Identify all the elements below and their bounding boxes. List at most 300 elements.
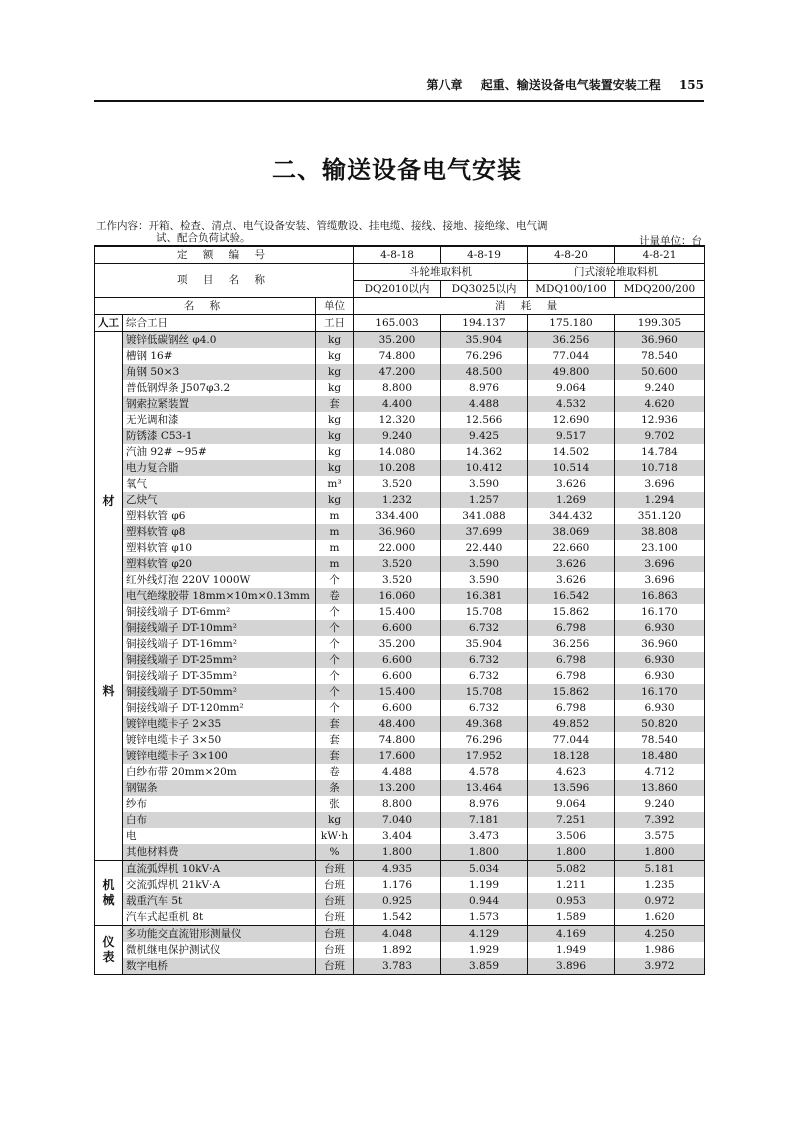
instrument-name: 多功能交直流钳形测量仪 <box>123 926 316 943</box>
material-value: 47.200 <box>354 364 441 380</box>
material-value: 14.362 <box>441 444 528 460</box>
material-name: 镀锌电缆卡子 3×50 <box>123 732 316 748</box>
material-name: 铜接线端子 DT-120mm² <box>123 700 316 716</box>
quota-code: 4-8-18 <box>354 246 441 264</box>
instrument-row <box>95 942 705 958</box>
material-value: 35.904 <box>441 332 528 349</box>
material-name: 电力复合脂 <box>123 460 316 476</box>
material-value: 13.860 <box>615 780 705 796</box>
material-name: 无光调和漆 <box>123 412 316 428</box>
material-unit: kg <box>316 812 354 828</box>
material-value: 10.718 <box>615 460 705 476</box>
quota-table <box>94 245 705 975</box>
machinery-category <box>95 861 123 926</box>
quota-code: 4-8-19 <box>441 246 528 264</box>
material-name: 白布 <box>123 812 316 828</box>
material-value: 3.473 <box>441 828 528 844</box>
material-value: 1.232 <box>354 492 441 508</box>
quota-code: 4-8-20 <box>528 246 615 264</box>
material-unit: kW·h <box>316 828 354 844</box>
material-value: 9.240 <box>615 796 705 812</box>
material-row <box>95 332 705 349</box>
material-value: 1.800 <box>441 844 528 861</box>
subtype-label: DQ2010以内 <box>354 281 441 298</box>
machinery-row <box>95 909 705 926</box>
material-value: 6.732 <box>441 668 528 684</box>
labor-name: 综合工日 <box>123 315 316 332</box>
material-value: 6.930 <box>615 620 705 636</box>
material-value: 6.798 <box>528 652 615 668</box>
material-unit: kg <box>316 444 354 460</box>
material-value: 49.800 <box>528 364 615 380</box>
material-name: 钢锯条 <box>123 780 316 796</box>
material-value: 76.296 <box>441 348 528 364</box>
material-row <box>95 684 705 700</box>
material-value: 9.240 <box>615 380 705 396</box>
material-value: 6.600 <box>354 700 441 716</box>
machinery-value: 0.944 <box>441 893 528 909</box>
work-content-line-2: 试、配合负荷试验。 <box>156 232 251 244</box>
material-value: 3.696 <box>615 556 705 572</box>
machinery-value: 1.211 <box>528 877 615 893</box>
material-value: 4.620 <box>615 396 705 412</box>
material-unit: m <box>316 540 354 556</box>
material-value: 8.976 <box>441 796 528 812</box>
material-name: 电气绝缘胶带 18mm×10m×0.13mm <box>123 588 316 604</box>
material-value: 8.976 <box>441 380 528 396</box>
instrument-value: 3.972 <box>615 958 705 975</box>
material-value: 22.440 <box>441 540 528 556</box>
material-row <box>95 524 705 540</box>
machinery-value: 1.176 <box>354 877 441 893</box>
machinery-row <box>95 877 705 893</box>
material-name: 铜接线端子 DT-16mm² <box>123 636 316 652</box>
work-content-line-1: 工作内容：开箱、检查、清点、电气设备安装、管缆敷设、挂电缆、接线、接地、接绝缘、电气调 <box>96 220 548 232</box>
material-value: 6.732 <box>441 700 528 716</box>
material-value: 36.960 <box>615 332 705 349</box>
running-header <box>94 76 704 94</box>
material-row <box>95 636 705 652</box>
material-value: 50.820 <box>615 716 705 732</box>
material-value: 6.798 <box>528 700 615 716</box>
material-value: 9.517 <box>528 428 615 444</box>
material-value: 14.502 <box>528 444 615 460</box>
material-unit: 个 <box>316 636 354 652</box>
material-value: 1.269 <box>528 492 615 508</box>
material-value: 15.708 <box>441 684 528 700</box>
material-value: 3.506 <box>528 828 615 844</box>
material-value: 3.626 <box>528 476 615 492</box>
material-value: 3.626 <box>528 556 615 572</box>
material-row <box>95 508 705 524</box>
material-row <box>95 572 705 588</box>
material-value: 13.464 <box>441 780 528 796</box>
material-row <box>95 748 705 764</box>
material-unit: kg <box>316 460 354 476</box>
instrument-value: 4.169 <box>528 926 615 943</box>
material-value: 3.520 <box>354 556 441 572</box>
material-value: 6.600 <box>354 668 441 684</box>
material-value: 16.381 <box>441 588 528 604</box>
material-category-char: 材 <box>102 493 115 508</box>
subtype-label: MDQ200/200 <box>615 281 705 298</box>
machinery-value: 0.953 <box>528 893 615 909</box>
material-unit: 套 <box>316 732 354 748</box>
header-rule <box>94 100 704 102</box>
material-value: 37.699 <box>441 524 528 540</box>
unit-header: 单位 <box>316 298 354 315</box>
material-row <box>95 444 705 460</box>
material-value: 6.600 <box>354 652 441 668</box>
material-row <box>95 620 705 636</box>
material-value: 49.368 <box>441 716 528 732</box>
material-row <box>95 796 705 812</box>
material-unit: 张 <box>316 796 354 812</box>
group-row <box>95 264 705 281</box>
instrument-value: 1.929 <box>441 942 528 958</box>
instrument-category <box>95 926 123 975</box>
material-value: 78.540 <box>615 732 705 748</box>
instrument-category-char: 仪表 <box>102 935 115 964</box>
material-row <box>95 732 705 748</box>
material-value: 4.578 <box>441 764 528 780</box>
instrument-value: 1.986 <box>615 942 705 958</box>
material-value: 15.862 <box>528 684 615 700</box>
machinery-value: 5.082 <box>528 861 615 878</box>
material-value: 4.400 <box>354 396 441 412</box>
material-value: 13.596 <box>528 780 615 796</box>
material-value: 4.488 <box>354 764 441 780</box>
material-value: 12.320 <box>354 412 441 428</box>
material-value: 38.069 <box>528 524 615 540</box>
consumption-header: 消 耗 量 <box>354 298 705 315</box>
material-value: 22.000 <box>354 540 441 556</box>
section-title: 二、输送设备电气安装 <box>272 156 522 184</box>
instrument-value: 3.783 <box>354 958 441 975</box>
material-value: 16.170 <box>615 604 705 620</box>
material-unit: 个 <box>316 652 354 668</box>
material-row <box>95 668 705 684</box>
machinery-value: 1.620 <box>615 909 705 926</box>
material-value: 7.181 <box>441 812 528 828</box>
material-value: 14.784 <box>615 444 705 460</box>
material-value: 3.404 <box>354 828 441 844</box>
material-row <box>95 588 705 604</box>
material-value: 3.590 <box>441 476 528 492</box>
material-name: 塑料软管 φ10 <box>123 540 316 556</box>
labor-value: 194.137 <box>441 315 528 332</box>
material-name: 铜接线端子 DT-6mm² <box>123 604 316 620</box>
machinery-value: 4.935 <box>354 861 441 878</box>
material-name: 乙炔气 <box>123 492 316 508</box>
material-value: 7.040 <box>354 812 441 828</box>
material-value: 9.064 <box>528 796 615 812</box>
chapter-number: 第八章 <box>426 78 463 92</box>
material-value: 6.732 <box>441 620 528 636</box>
machinery-value: 1.589 <box>528 909 615 926</box>
material-name: 铜接线端子 DT-25mm² <box>123 652 316 668</box>
instrument-row <box>95 926 705 943</box>
material-row <box>95 764 705 780</box>
material-name: 塑料软管 φ8 <box>123 524 316 540</box>
material-value: 50.600 <box>615 364 705 380</box>
material-unit: 卷 <box>316 764 354 780</box>
instrument-unit: 台班 <box>316 942 354 958</box>
instrument-value: 4.129 <box>441 926 528 943</box>
material-value: 3.575 <box>615 828 705 844</box>
quota-code-row <box>95 246 705 264</box>
material-value: 49.852 <box>528 716 615 732</box>
material-row <box>95 652 705 668</box>
machinery-row <box>95 893 705 909</box>
instrument-value: 1.949 <box>528 942 615 958</box>
instrument-value: 4.250 <box>615 926 705 943</box>
material-value: 6.930 <box>615 652 705 668</box>
material-row <box>95 812 705 828</box>
material-value: 35.904 <box>441 636 528 652</box>
machinery-value: 0.925 <box>354 893 441 909</box>
material-value: 6.930 <box>615 668 705 684</box>
material-value: 15.708 <box>441 604 528 620</box>
machinery-name: 直流弧焊机 10kV·A <box>123 861 316 878</box>
instrument-unit: 台班 <box>316 958 354 975</box>
material-value: 74.800 <box>354 732 441 748</box>
machinery-value: 1.542 <box>354 909 441 926</box>
machinery-category-char: 机械 <box>102 878 115 907</box>
material-value: 16.060 <box>354 588 441 604</box>
material-value: 3.590 <box>441 556 528 572</box>
material-unit: 个 <box>316 620 354 636</box>
material-value: 7.251 <box>528 812 615 828</box>
material-unit: 个 <box>316 572 354 588</box>
material-value: 6.798 <box>528 668 615 684</box>
material-value: 4.488 <box>441 396 528 412</box>
material-value: 77.044 <box>528 732 615 748</box>
material-value: 1.800 <box>354 844 441 861</box>
material-value: 16.542 <box>528 588 615 604</box>
material-value: 22.660 <box>528 540 615 556</box>
material-name: 汽油 92# ~95# <box>123 444 316 460</box>
group-a-label: 斗轮堆取料机 <box>354 264 528 281</box>
material-value: 334.400 <box>354 508 441 524</box>
material-value: 3.590 <box>441 572 528 588</box>
unit-note: 计量单位：台 <box>639 235 702 247</box>
material-value: 16.863 <box>615 588 705 604</box>
material-value: 6.798 <box>528 620 615 636</box>
machinery-unit: 台班 <box>316 909 354 926</box>
machinery-value: 5.034 <box>441 861 528 878</box>
material-value: 48.400 <box>354 716 441 732</box>
material-row <box>95 700 705 716</box>
material-value: 17.600 <box>354 748 441 764</box>
material-value: 16.170 <box>615 684 705 700</box>
material-row <box>95 460 705 476</box>
material-unit: 个 <box>316 604 354 620</box>
material-unit: % <box>316 844 354 861</box>
material-value: 14.080 <box>354 444 441 460</box>
material-name: 白纱布带 20mm×20m <box>123 764 316 780</box>
material-unit: 个 <box>316 700 354 716</box>
machinery-unit: 台班 <box>316 877 354 893</box>
material-unit: 套 <box>316 748 354 764</box>
machinery-unit: 台班 <box>316 893 354 909</box>
material-row <box>95 380 705 396</box>
machinery-value: 1.573 <box>441 909 528 926</box>
material-unit: 套 <box>316 716 354 732</box>
material-value: 35.200 <box>354 636 441 652</box>
material-value: 13.200 <box>354 780 441 796</box>
material-row <box>95 604 705 620</box>
material-value: 10.208 <box>354 460 441 476</box>
material-value: 4.712 <box>615 764 705 780</box>
instrument-name: 微机继电保护测试仪 <box>123 942 316 958</box>
material-name: 铜接线端子 DT-10mm² <box>123 620 316 636</box>
material-row <box>95 844 705 861</box>
instrument-name: 数字电桥 <box>123 958 316 975</box>
material-value: 10.514 <box>528 460 615 476</box>
material-name: 镀锌低碳钢丝 φ4.0 <box>123 332 316 349</box>
material-row <box>95 476 705 492</box>
material-unit: kg <box>316 412 354 428</box>
material-value: 36.256 <box>528 332 615 349</box>
labor-unit: 工日 <box>316 315 354 332</box>
material-value: 35.200 <box>354 332 441 349</box>
instrument-unit: 台班 <box>316 926 354 943</box>
material-unit: 个 <box>316 668 354 684</box>
material-value: 6.930 <box>615 700 705 716</box>
labor-value: 199.305 <box>615 315 705 332</box>
machinery-row <box>95 861 705 878</box>
material-value: 17.952 <box>441 748 528 764</box>
material-value: 341.088 <box>441 508 528 524</box>
material-name: 镀锌电缆卡子 3×100 <box>123 748 316 764</box>
material-unit: m <box>316 524 354 540</box>
quota-label: 定 额 编 号 <box>95 246 354 264</box>
material-name: 槽钢 16# <box>123 348 316 364</box>
material-name: 其他材料费 <box>123 844 316 861</box>
material-name: 角钢 50×3 <box>123 364 316 380</box>
material-row <box>95 348 705 364</box>
material-category <box>95 332 123 861</box>
machinery-value: 1.199 <box>441 877 528 893</box>
work-content <box>96 220 704 244</box>
material-value: 12.566 <box>441 412 528 428</box>
material-value: 78.540 <box>615 348 705 364</box>
material-value: 3.696 <box>615 572 705 588</box>
material-unit: 个 <box>316 684 354 700</box>
labor-category: 人工 <box>95 315 123 332</box>
material-value: 1.257 <box>441 492 528 508</box>
material-unit: kg <box>316 492 354 508</box>
material-value: 6.732 <box>441 652 528 668</box>
material-value: 344.432 <box>528 508 615 524</box>
name-header: 名 称 <box>95 298 316 315</box>
material-value: 48.500 <box>441 364 528 380</box>
material-unit: kg <box>316 364 354 380</box>
material-unit: m³ <box>316 476 354 492</box>
instrument-value: 3.896 <box>528 958 615 975</box>
material-unit: kg <box>316 428 354 444</box>
material-row <box>95 412 705 428</box>
material-name: 钢索拉紧装置 <box>123 396 316 412</box>
quota-code: 4-8-21 <box>615 246 705 264</box>
material-value: 12.936 <box>615 412 705 428</box>
machinery-name: 汽车式起重机 8t <box>123 909 316 926</box>
material-value: 23.100 <box>615 540 705 556</box>
material-value: 1.800 <box>615 844 705 861</box>
material-unit: kg <box>316 348 354 364</box>
instrument-value: 1.892 <box>354 942 441 958</box>
material-row <box>95 428 705 444</box>
machinery-value: 5.181 <box>615 861 705 878</box>
material-value: 15.400 <box>354 604 441 620</box>
material-value: 7.392 <box>615 812 705 828</box>
material-name: 纱布 <box>123 796 316 812</box>
group-b-label: 门式滚轮堆取料机 <box>528 264 705 281</box>
material-value: 4.532 <box>528 396 615 412</box>
material-value: 36.960 <box>615 636 705 652</box>
material-unit: kg <box>316 380 354 396</box>
material-value: 8.800 <box>354 380 441 396</box>
instrument-value: 3.859 <box>441 958 528 975</box>
material-name: 铜接线端子 DT-50mm² <box>123 684 316 700</box>
material-row <box>95 780 705 796</box>
machinery-value: 0.972 <box>615 893 705 909</box>
column-header-row <box>95 298 705 315</box>
machinery-name: 交流弧焊机 21kV·A <box>123 877 316 893</box>
material-name: 电 <box>123 828 316 844</box>
material-name: 镀锌电缆卡子 2×35 <box>123 716 316 732</box>
material-unit: kg <box>316 332 354 349</box>
material-value: 76.296 <box>441 732 528 748</box>
material-value: 36.256 <box>528 636 615 652</box>
material-value: 77.044 <box>528 348 615 364</box>
material-row <box>95 556 705 572</box>
subtype-label: MDQ100/100 <box>528 281 615 298</box>
material-value: 1.800 <box>528 844 615 861</box>
material-value: 15.400 <box>354 684 441 700</box>
material-value: 6.600 <box>354 620 441 636</box>
material-value: 9.064 <box>528 380 615 396</box>
machinery-value: 1.235 <box>615 877 705 893</box>
instrument-row <box>95 958 705 975</box>
chapter-title: 起重、输送设备电气装置安装工程 <box>480 78 661 92</box>
material-value: 3.696 <box>615 476 705 492</box>
material-value: 351.120 <box>615 508 705 524</box>
material-value: 15.862 <box>528 604 615 620</box>
material-name: 氧气 <box>123 476 316 492</box>
material-name: 防锈漆 C53-1 <box>123 428 316 444</box>
material-value: 12.690 <box>528 412 615 428</box>
material-value: 9.702 <box>615 428 705 444</box>
material-name: 塑料软管 φ6 <box>123 508 316 524</box>
subtype-label: DQ3025以内 <box>441 281 528 298</box>
material-name: 红外线灯泡 220V 1000W <box>123 572 316 588</box>
material-unit: 卷 <box>316 588 354 604</box>
material-value: 18.480 <box>615 748 705 764</box>
material-value: 38.808 <box>615 524 705 540</box>
material-unit: 套 <box>316 396 354 412</box>
labor-value: 165.003 <box>354 315 441 332</box>
material-value: 18.128 <box>528 748 615 764</box>
material-value: 9.425 <box>441 428 528 444</box>
material-value: 8.800 <box>354 796 441 812</box>
machinery-unit: 台班 <box>316 861 354 878</box>
material-row <box>95 492 705 508</box>
material-unit: m <box>316 556 354 572</box>
material-value: 9.240 <box>354 428 441 444</box>
page-number: 155 <box>678 78 704 92</box>
